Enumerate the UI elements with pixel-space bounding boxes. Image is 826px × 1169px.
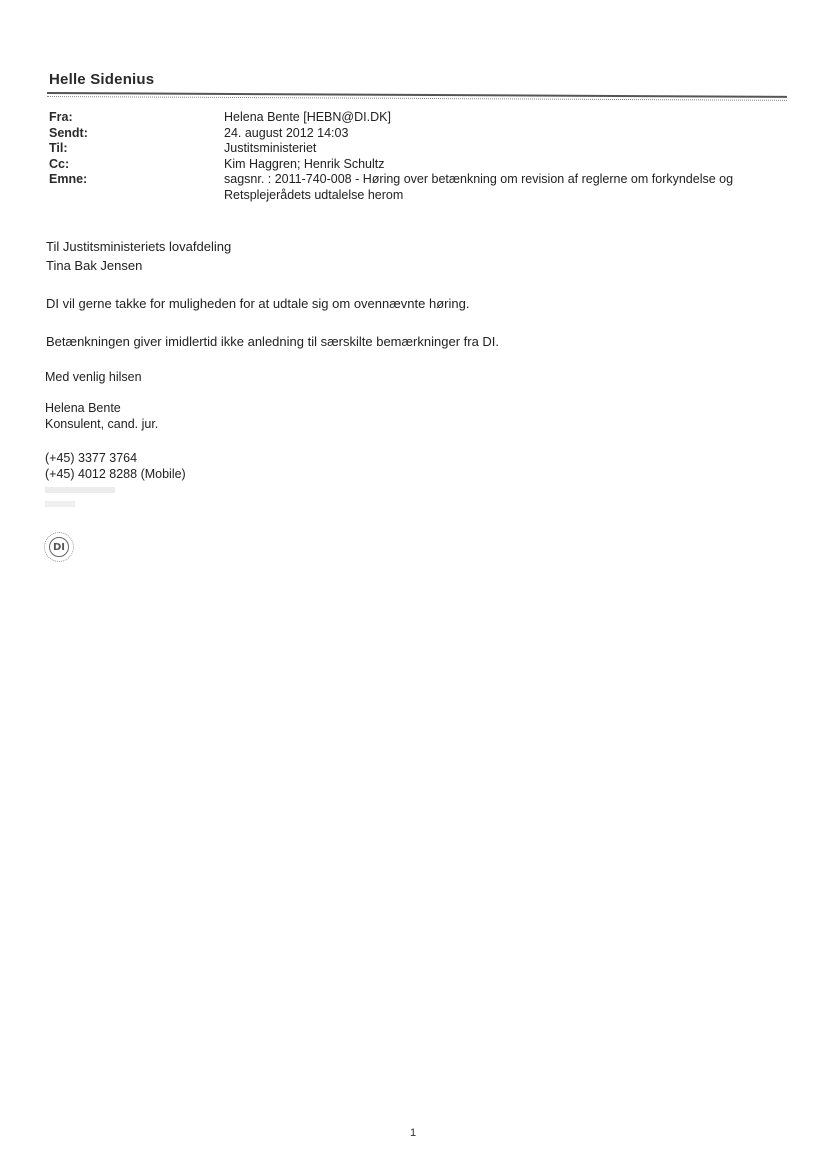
signature-contact-block: [45, 450, 186, 482]
header-row-cc: [49, 157, 809, 173]
header-value-subject: sagsnr. : 2011-740-008 - Høring over betænkning om revision af reglerne om forkyndelse og Retsplejerådets udtalelse herom: [224, 172, 734, 202]
di-logo: [44, 532, 74, 562]
header-label-to: Til:: [49, 141, 68, 155]
email-header-table: [49, 110, 809, 203]
faded-scan-residue: [45, 484, 135, 516]
header-label-from: Fra:: [49, 110, 73, 124]
header-row-to: [49, 141, 809, 157]
signature-mobile: (+45) 4012 8288 (Mobile): [45, 467, 186, 481]
header-label-sent: Sendt:: [49, 125, 88, 140]
greeting-block: [46, 237, 231, 275]
page-number: 1: [409, 1127, 417, 1139]
signature-name: Helena Bente: [45, 401, 121, 415]
greeting-line-department: Til Justitsministeriets lovafdeling: [46, 239, 232, 254]
header-label-subject: Emne:: [49, 172, 88, 186]
header-value-cc: Kim Haggren; Henrik Schultz: [224, 156, 385, 171]
header-value-sent: 24. august 2012 14:03: [224, 125, 349, 140]
di-logo-mark: DI: [49, 537, 69, 557]
header-value-from: Helena Bente [HEBN@DI.DK]: [224, 110, 391, 124]
signature-title: Konsulent, cand. jur.: [45, 417, 159, 431]
header-label-cc: Cc:: [49, 156, 70, 171]
greeting-line-recipient: Tina Bak Jensen: [46, 258, 143, 273]
body-paragraph-no-remarks: Betænkningen giver imidlertid ikke anledning til særskilte bemærkninger fra DI.: [46, 334, 500, 349]
header-row-subject: [49, 172, 809, 203]
body-paragraph-thanks: DI vil gerne takke for muligheden for at udtale sig om ovennævnte høring.: [46, 296, 470, 311]
header-value-to: Justitsministeriet: [224, 141, 317, 155]
document-owner-name: Helle Sidenius: [49, 71, 155, 88]
signature-phone: (+45) 3377 3764: [45, 451, 138, 465]
faded-text-marks: [45, 484, 135, 512]
signature-name-block: [45, 400, 158, 432]
header-row-sent: [49, 126, 809, 142]
closing-line: Med venlig hilsen: [45, 370, 142, 384]
header-row-from: [49, 110, 809, 126]
